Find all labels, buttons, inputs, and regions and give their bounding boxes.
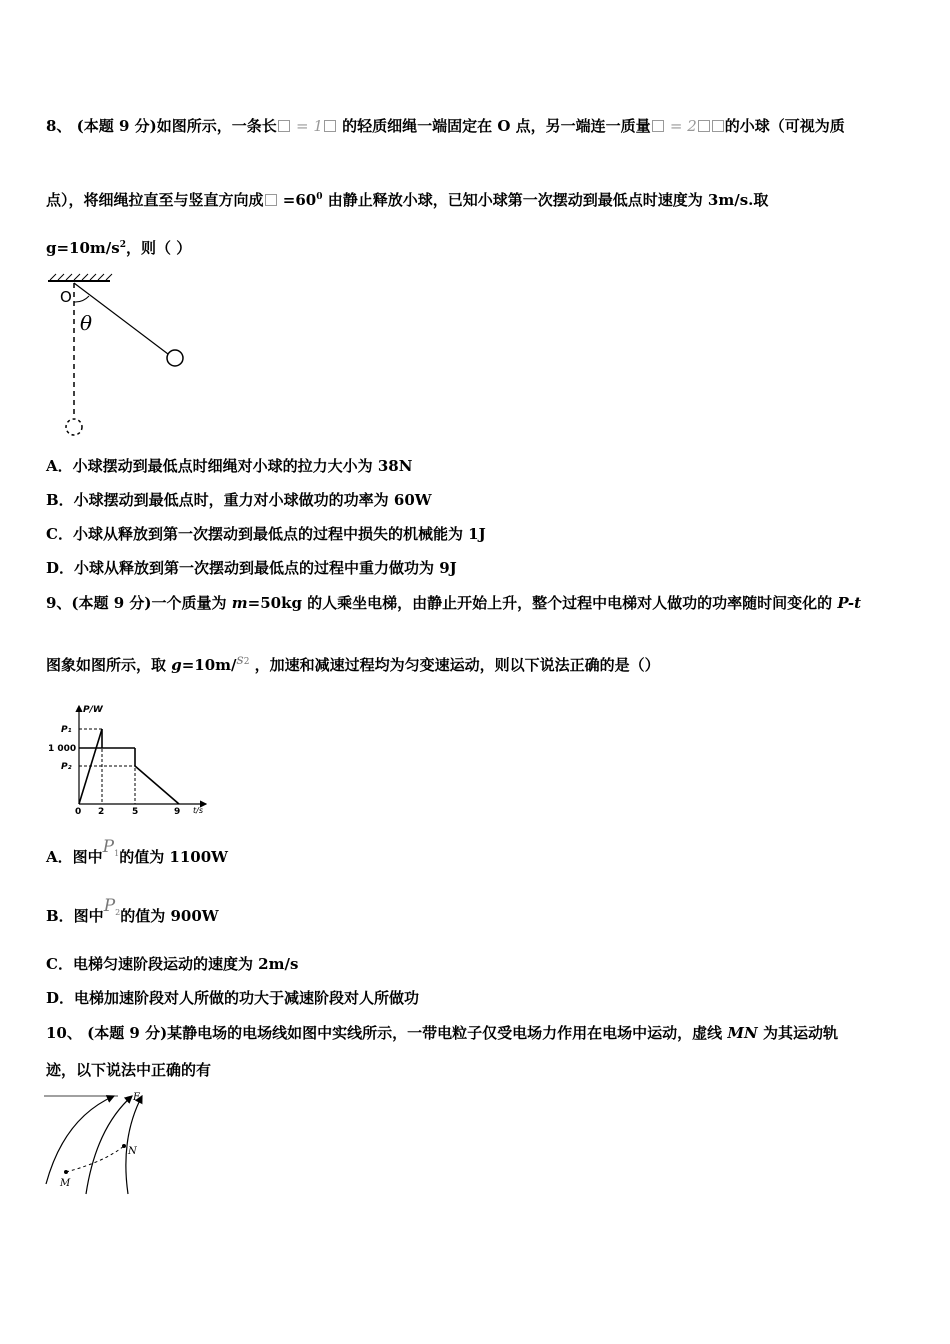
- y-tick-p1: P₁: [61, 725, 72, 735]
- point-m: [64, 1170, 68, 1174]
- x-axis-label: t/s: [193, 806, 203, 815]
- electric-field-figure: [44, 1088, 164, 1200]
- q8-option-c[interactable]: C．小球从释放到第一次摆动到最低点的过程中损失的机械能为 1J: [46, 525, 486, 543]
- trajectory-mn: [66, 1146, 124, 1172]
- q9-option-a[interactable]: A．图中$P^1$的值为 1100W: [46, 837, 229, 866]
- field-line-1: [46, 1096, 114, 1184]
- pendulum-figure: [44, 272, 194, 442]
- q9-option-c[interactable]: C．电梯匀速阶段运动的速度为 2m/s: [46, 955, 299, 973]
- ball-circle: [167, 350, 183, 366]
- chart-guides: [79, 729, 135, 804]
- q9-stem-line1: 9、(本题 9 分)一个质量为 m=50kg 的人乘坐电梯，由静止开始上升，整个过程中电梯对人做功的功率随时间变化的 P-t: [46, 594, 862, 612]
- x-tick-0: 0: [75, 807, 82, 817]
- q10-stem-line2: 迹，以下说法中正确的有: [46, 1061, 212, 1079]
- q8-stem-line3: $g=10m/s^2$，则（ ）: [46, 239, 192, 257]
- field-line-3: [126, 1096, 142, 1194]
- q8-option-a[interactable]: A．小球摆动到最低点时细绳对小球的拉力大小为 38N: [46, 457, 413, 475]
- angle-arc: [74, 296, 89, 302]
- x-tick-5: 5: [132, 807, 139, 817]
- pivot-label: O: [60, 288, 72, 306]
- q10-stem-line1: 10、 (本题 9 分)某静电场的电场线如图中实线所示，一带电粒子仅受电场力作用在电场中运动，虚线 MN 为其运动轨: [46, 1024, 838, 1042]
- n-label: N: [128, 1146, 137, 1157]
- angle-label: θ: [80, 311, 93, 335]
- q8-stem-line1: 8、 (本题 9 分)如图所示，一条长 = 1 的轻质细绳一端固定在 O 点，另一端连一质量 = 2 的小球（可视为质: [46, 117, 845, 135]
- q8-option-b[interactable]: B．小球摆动到最低点时，重力对小球做功的功率为 60W: [46, 491, 432, 509]
- ceiling-hatch: [50, 274, 112, 280]
- q9-stem-line2: 图象如图所示，取 $g=10m/s^2$ ，加速和减速过程均为匀变速运动，则以下说法正确的是（）: [46, 652, 660, 674]
- q8-option-d[interactable]: D．小球从释放到第一次摆动到最低点的过程中重力做功为 9J: [46, 559, 457, 577]
- q9-option-d[interactable]: D．电梯加速阶段对人所做的功大于减速阶段对人所做功: [46, 989, 420, 1007]
- m-label: M: [60, 1178, 71, 1189]
- power-time-chart: [46, 700, 216, 820]
- segment-accelerate: [79, 729, 102, 804]
- y-axis-label: P/W: [83, 705, 103, 715]
- ball-lowest-dashed: [66, 419, 82, 435]
- e-label: E: [133, 1092, 141, 1103]
- y-tick-p2: P₂: [61, 762, 72, 772]
- x-tick-2: 2: [98, 807, 105, 817]
- q9-option-b[interactable]: B．图中$P^2$的值为 900W: [46, 896, 219, 925]
- q8-stem-line2: 点），将细绳拉直至与竖直方向成 $=60^0$ 由静止释放小球，已知小球第一次摆动到最低点时速度为 3m/s.取: [46, 191, 769, 209]
- y-tick-1000: 1 000: [48, 744, 77, 754]
- point-n: [122, 1144, 126, 1148]
- segment-decelerate: [135, 766, 179, 804]
- x-tick-9: 9: [174, 807, 181, 817]
